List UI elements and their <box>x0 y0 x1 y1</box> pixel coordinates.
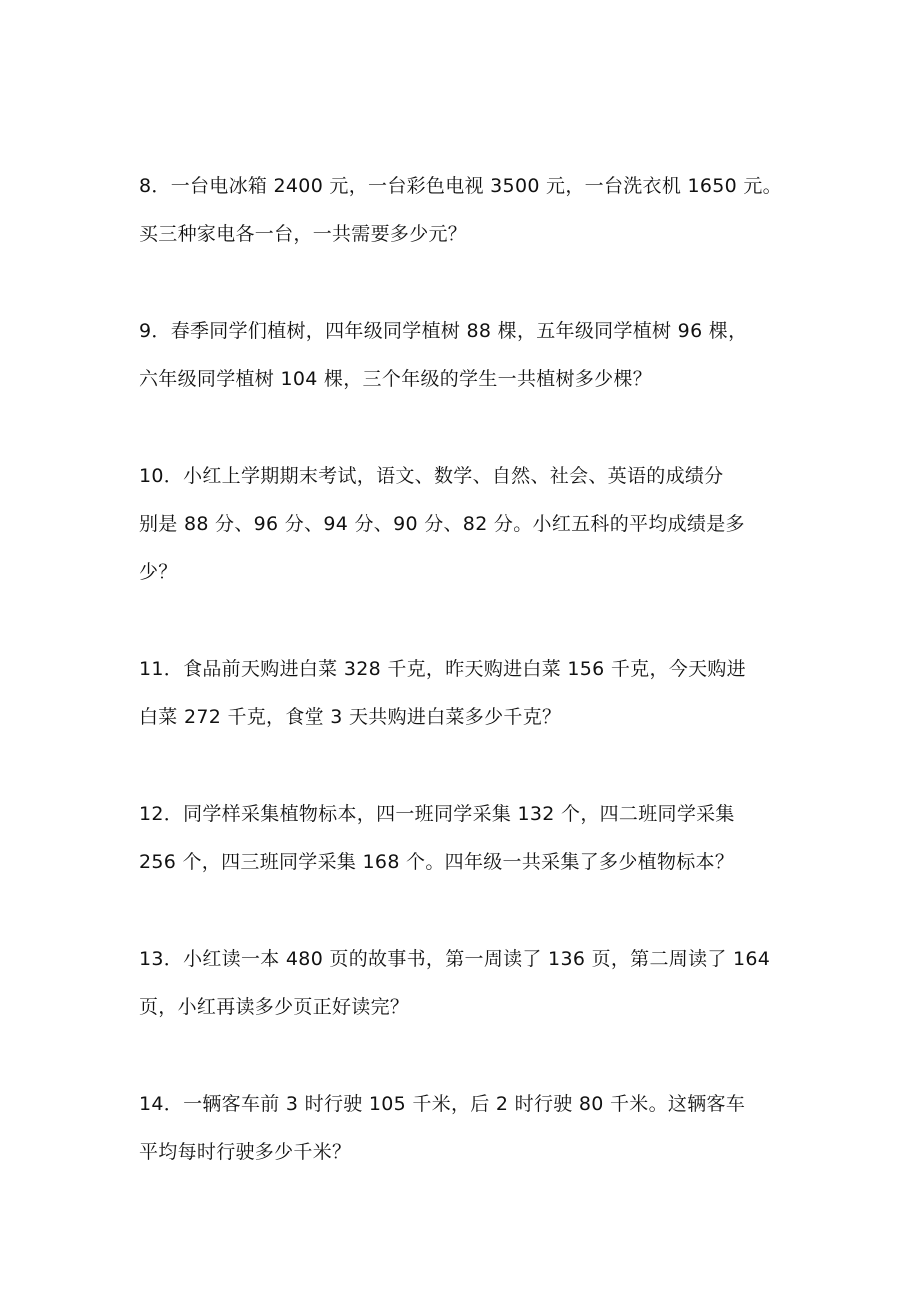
problem-line: 白菜 272 千克，食堂 3 天共购进白菜多少千克？ <box>139 706 562 728</box>
problem-line: 12．同学样采集植物标本，四一班同学采集 132 个，四二班同学采集 <box>139 803 735 825</box>
problem-line: 少？ <box>139 561 178 583</box>
problem-line: 页，小红再读多少页正好读完？ <box>139 996 410 1018</box>
problem-14 <box>139 1080 787 1176</box>
problem-line: 10．小红上学期期末考试，语文、数学、自然、社会、英语的成绩分 <box>139 465 724 487</box>
problem-line: 13．小红读一本 480 页的故事书，第一周读了 136 页，第二周读了 164 <box>139 948 771 970</box>
problem-list <box>139 162 787 1225</box>
problem-line: 9．春季同学们植树，四年级同学植树 88 棵，五年级同学植树 96 棵， <box>139 320 748 342</box>
problem-line: 11．食品前天购进白菜 328 千克，昨天购进白菜 156 千克，今天购进 <box>139 658 746 680</box>
problem-line: 256 个，四三班同学采集 168 个。四年级一共采集了多少植物标本？ <box>139 851 735 873</box>
problem-line: 买三种家电各一台，一共需要多少元？ <box>139 223 468 245</box>
problem-13 <box>139 935 787 1031</box>
problem-10 <box>139 452 787 596</box>
problem-line: 8．一台电冰箱 2400 元，一台彩色电视 3500 元，一台洗衣机 1650 元。 <box>139 175 782 197</box>
problem-11 <box>139 645 787 741</box>
problem-12 <box>139 790 787 886</box>
problem-line: 六年级同学植树 104 棵，三个年级的学生一共植树多少棵？ <box>139 368 653 390</box>
problem-9 <box>139 307 787 403</box>
problem-line: 14．一辆客车前 3 时行驶 105 千米，后 2 时行驶 80 千米。这辆客车 <box>139 1093 746 1115</box>
problem-line: 平均每时行驶多少千米？ <box>139 1141 352 1163</box>
problem-line: 别是 88 分、96 分、94 分、90 分、82 分。小红五科的平均成绩是多 <box>139 513 745 535</box>
problem-8 <box>139 162 787 258</box>
